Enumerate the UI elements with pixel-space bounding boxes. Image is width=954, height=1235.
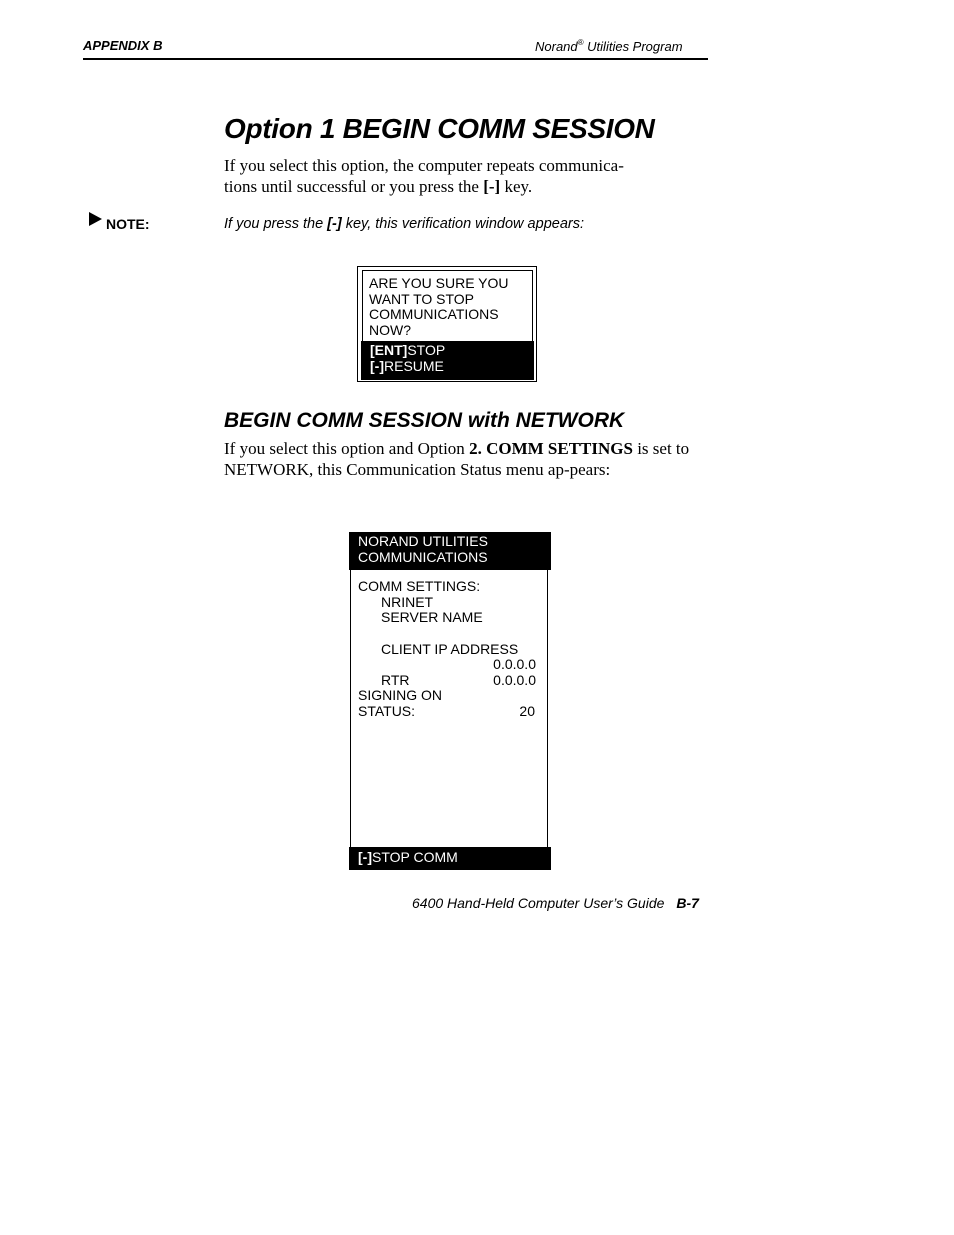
title-line: NORAND UTILITIES	[358, 533, 488, 549]
guide-title: 6400 Hand-Held Computer User’s Guide	[412, 895, 665, 911]
note-label: NOTE:	[106, 216, 150, 232]
verify-dialog-message	[369, 276, 509, 338]
stop-option[interactable]	[370, 343, 445, 359]
server-name-label: SERVER NAME	[381, 609, 483, 625]
note-text	[224, 216, 584, 232]
note-key: [-]	[327, 216, 342, 232]
page-footer	[412, 895, 699, 911]
client-ip-label: CLIENT IP ADDRESS	[381, 641, 519, 657]
rtr-label: RTR	[381, 672, 410, 688]
ent-key: [ENT]	[370, 342, 408, 358]
running-header-program	[535, 38, 683, 54]
registered-mark: ®	[577, 38, 584, 47]
client-ip-value: 0.0.0.0	[493, 656, 536, 672]
comm-settings-label: COMM SETTINGS:	[358, 578, 481, 594]
intro-text-1: If you select this option, the computer repeats communica-	[224, 156, 624, 175]
running-header-section: APPENDIX B	[83, 38, 163, 53]
note-arrow-icon	[89, 212, 102, 226]
status-value: 20	[519, 703, 535, 719]
program-brand: Norand	[535, 39, 578, 54]
dialog-line: NOW?	[369, 321, 411, 338]
status-screen-title	[358, 533, 488, 565]
minus-key: [-]	[358, 849, 372, 865]
note-text-1: If you press the	[224, 216, 328, 232]
stop-comm-bar[interactable]	[349, 847, 551, 870]
intro-text-2: tions until successful or you press the	[224, 176, 484, 196]
intro-key: [-]	[483, 176, 501, 196]
signing-on-label: SIGNING ON	[358, 687, 443, 703]
note-text-2: key, this verification window appears:	[341, 216, 584, 232]
verify-dialog-options	[361, 341, 534, 380]
resume-label: RESUME	[384, 357, 444, 374]
page-number: B-7	[676, 895, 699, 911]
network-paragraph	[224, 439, 704, 480]
rtr-value: 0.0.0.0	[493, 672, 536, 688]
status-label: STATUS:	[358, 703, 416, 719]
program-name: Utilities Program	[587, 39, 683, 54]
title-line: COMMUNICATIONS	[358, 549, 488, 565]
nrinet-label: NRINET	[381, 594, 434, 610]
dialog-line: ARE YOU SURE YOU	[369, 275, 509, 291]
dialog-line: WANT TO STOP	[369, 290, 475, 307]
intro-text-3: key.	[500, 176, 533, 196]
header-rule	[83, 58, 708, 60]
network-text-2: is set to NETWORK, this Communication Status menu ap-pears:	[224, 439, 690, 479]
dialog-line: COMMUNICATIONS	[369, 306, 499, 322]
stop-comm-label: STOP COMM	[372, 849, 458, 865]
network-option: 2. COMM SETTINGS	[469, 439, 633, 458]
page-title: Option 1 BEGIN COMM SESSION	[224, 113, 655, 144]
section-subtitle: BEGIN COMM SESSION with NETWORK	[224, 409, 625, 432]
stop-label: STOP	[407, 342, 446, 358]
minus-key: [-]	[370, 357, 384, 374]
stop-comm-option[interactable]	[358, 849, 458, 865]
status-screen-titlebar	[349, 532, 551, 570]
intro-paragraph	[224, 156, 704, 197]
network-text-1: If you select this option and Option	[224, 439, 470, 458]
resume-option[interactable]	[370, 359, 444, 375]
